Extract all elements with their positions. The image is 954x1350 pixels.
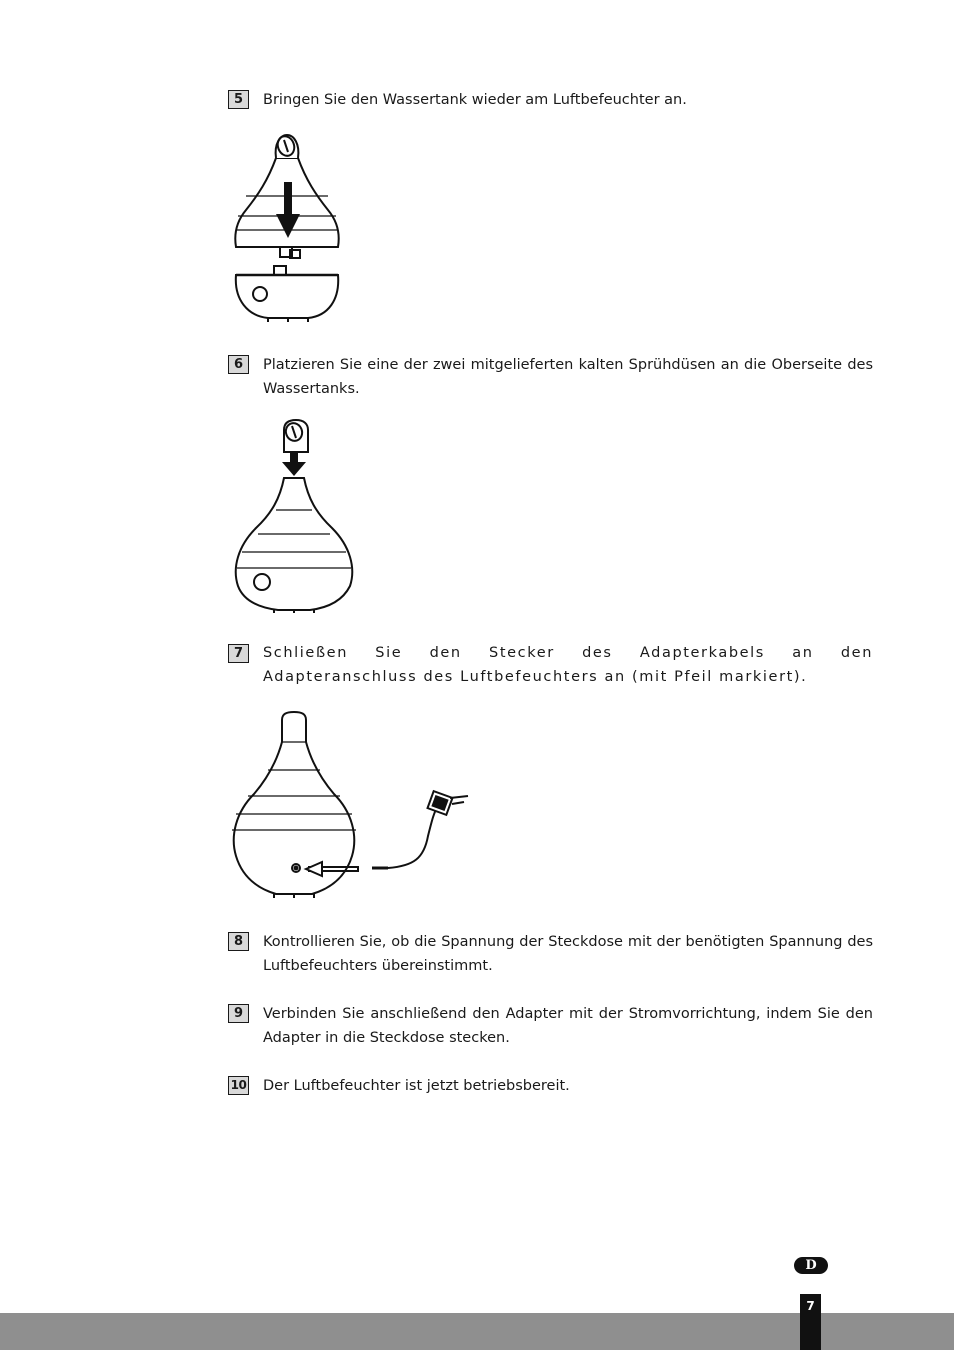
step-number-9: 9 [228,1004,249,1023]
illustration-nozzle-place [228,418,358,613]
step-text-5: Bringen Sie den Wassertank wieder am Luftbefeuchter an. [263,92,687,108]
step-text-9: Verbinden Sie anschließend den Adapter mit der Stromvorrichtung, indem Sie den Adapter in die Steckdose stecken. [263,1006,873,1046]
illustration-adapter-connect [228,708,478,900]
step-number-6: 6 [228,355,249,374]
step-number-8: 8 [228,932,249,951]
step-text-8: Kontrollieren Sie, ob die Spannung der Steckdose mit der benötigten Spannung des Luftbefeuchters übereinstimmt. [263,934,873,974]
step-text-10: Der Luftbefeuchter ist jetzt betriebsbereit. [263,1078,570,1094]
step-text-7: Schließen Sie den Stecker des Adapterkabels an den Adapteranschluss des Luftbefeuchters an (mit Pfeil markiert). [263,645,873,685]
language-badge: D [794,1257,828,1274]
illustration-tank-attach [228,130,348,325]
step-number-7: 7 [228,644,249,663]
page-number: 7 [800,1294,821,1350]
step-text-6: Platzieren Sie eine der zwei mitgelieferten kalten Sprühdüsen an die Oberseite des Wassertanks. [263,357,873,397]
step-number-5: 5 [228,90,249,109]
step-number-10: 10 [228,1076,249,1095]
